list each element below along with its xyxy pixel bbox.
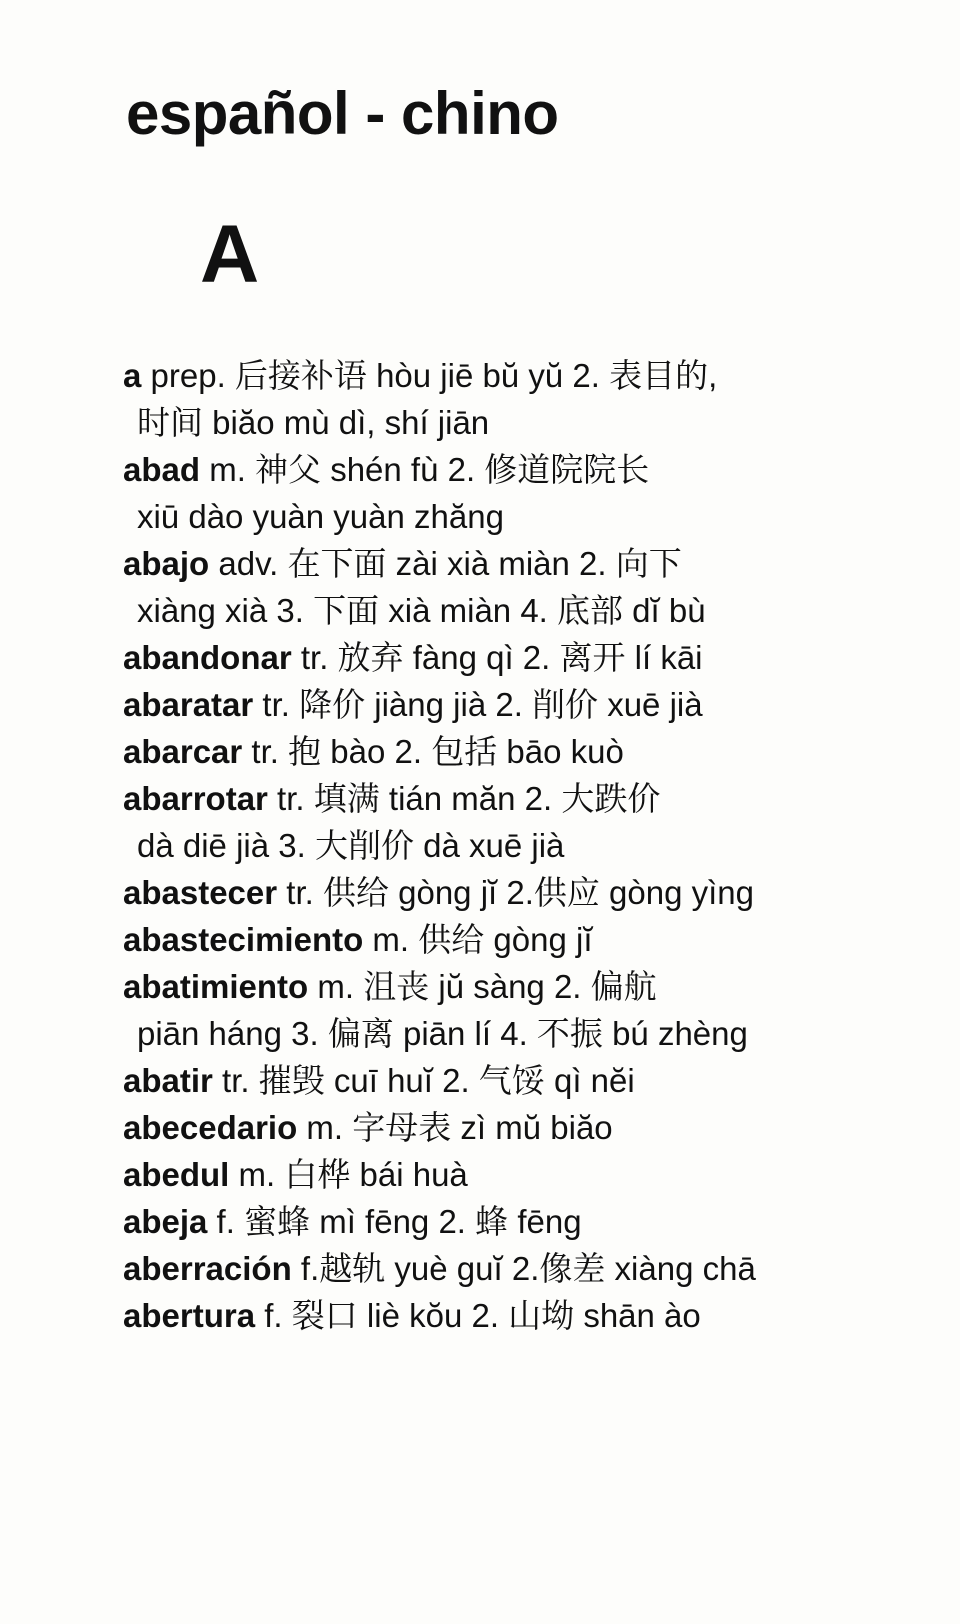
entry-definition: m. 字母表 zì mŭ biăo xyxy=(297,1109,613,1146)
dictionary-entry xyxy=(123,1245,883,1292)
entry-definition: f. 裂口 liè kŏu 2. 山坳 shān ào xyxy=(255,1297,701,1334)
entry-continuation-line xyxy=(123,1010,883,1057)
dictionary-entry xyxy=(123,352,883,446)
entry-first-line xyxy=(123,1198,883,1245)
entry-first-line xyxy=(123,1292,883,1339)
entry-definition: m. 供给 gòng jĭ xyxy=(363,921,593,958)
entry-first-line xyxy=(123,634,883,681)
dictionary-entry xyxy=(123,869,883,916)
entry-definition: tr. 降价 jiàng jià 2. 削价 xuē jià xyxy=(253,686,703,723)
entry-definition: m. 神父 shén fù 2. 修道院院长 xyxy=(200,451,650,488)
dictionary-entry xyxy=(123,681,883,728)
entry-definition: xiàng xià 3. 下面 xià miàn 4. 底部 dĭ bù xyxy=(137,592,706,629)
dictionary-entry xyxy=(123,1104,883,1151)
entry-first-line xyxy=(123,681,883,728)
entry-definition: tr. 摧毁 cuī huĭ 2. 气馁 qì nĕi xyxy=(212,1062,635,1099)
entry-first-line xyxy=(123,352,883,399)
entry-definition: f.越轨 yuè guĭ 2.像差 xiàng chā xyxy=(291,1250,756,1287)
entry-definition: m. 白桦 bái huà xyxy=(229,1156,468,1193)
entry-first-line xyxy=(123,869,883,916)
dictionary-entry xyxy=(123,446,883,540)
dictionary-entry xyxy=(123,775,883,869)
entry-headword: abatimiento xyxy=(123,968,309,1005)
entry-first-line xyxy=(123,1057,883,1104)
entry-headword: abecedario xyxy=(123,1109,298,1146)
entry-definition: 时间 biăo mù dì, shí jiān xyxy=(137,404,490,441)
entry-headword: abatir xyxy=(123,1062,213,1099)
dictionary-entry xyxy=(123,963,883,1057)
entry-definition: tr. 抱 bào 2. 包括 bāo kuò xyxy=(242,733,624,770)
entry-headword: abastecimiento xyxy=(123,921,364,958)
entry-continuation-line xyxy=(123,587,883,634)
dictionary-entry xyxy=(123,540,883,634)
dictionary-entry xyxy=(123,1151,883,1198)
entry-headword: abarcar xyxy=(123,733,243,770)
entry-definition: tr. 放弃 fàng qì 2. 离开 lí kāi xyxy=(291,639,703,676)
entry-continuation-line xyxy=(123,822,883,869)
entry-headword: abajo xyxy=(123,545,210,582)
entry-first-line xyxy=(123,1245,883,1292)
entry-first-line xyxy=(123,446,883,493)
entry-first-line xyxy=(123,1151,883,1198)
dictionary-entry xyxy=(123,728,883,775)
entry-headword: abedul xyxy=(123,1156,230,1193)
entry-headword: abeja xyxy=(123,1203,208,1240)
section-letter: A xyxy=(200,209,260,300)
page-heading: español - chino xyxy=(126,80,559,147)
dictionary-entry xyxy=(123,1292,883,1339)
entry-headword: a xyxy=(123,357,142,394)
entry-first-line xyxy=(123,963,883,1010)
entry-headword: abandonar xyxy=(123,639,292,676)
entry-continuation-line xyxy=(123,493,883,540)
entry-first-line xyxy=(123,916,883,963)
dictionary-entry xyxy=(123,916,883,963)
entry-headword: aberración xyxy=(123,1250,292,1287)
entry-headword: abertura xyxy=(123,1297,256,1334)
entry-definition: tr. 供给 gòng jĭ 2.供应 gòng yìng xyxy=(277,874,755,911)
dictionary-entry xyxy=(123,1057,883,1104)
dictionary-entry xyxy=(123,1198,883,1245)
entry-definition: m. 沮丧 jŭ sàng 2. 偏航 xyxy=(308,968,657,1005)
entry-list xyxy=(123,352,883,1339)
entry-first-line xyxy=(123,775,883,822)
entry-definition: f. 蜜蜂 mì fēng 2. 蜂 fēng xyxy=(207,1203,582,1240)
entry-headword: abaratar xyxy=(123,686,254,723)
entry-definition: prep. 后接补语 hòu jiē bŭ yŭ 2. 表目的, xyxy=(141,357,718,394)
dictionary-entry xyxy=(123,634,883,681)
entry-first-line xyxy=(123,728,883,775)
entry-first-line xyxy=(123,540,883,587)
entry-continuation-line xyxy=(123,399,883,446)
entry-definition: tr. 填满 tián măn 2. 大跌价 xyxy=(267,780,661,817)
entry-definition: dà diē jià 3. 大削价 dà xuē jià xyxy=(137,827,565,864)
entry-first-line xyxy=(123,1104,883,1151)
entry-definition: piān háng 3. 偏离 piān lí 4. 不振 bú zhèng xyxy=(137,1015,748,1052)
entry-definition: adv. 在下面 zài xià miàn 2. 向下 xyxy=(209,545,682,582)
entry-headword: abarrotar xyxy=(123,780,268,817)
entry-headword: abad xyxy=(123,451,201,488)
entry-headword: abastecer xyxy=(123,874,278,911)
entry-definition: xiū dào yuàn yuàn zhăng xyxy=(137,498,504,535)
